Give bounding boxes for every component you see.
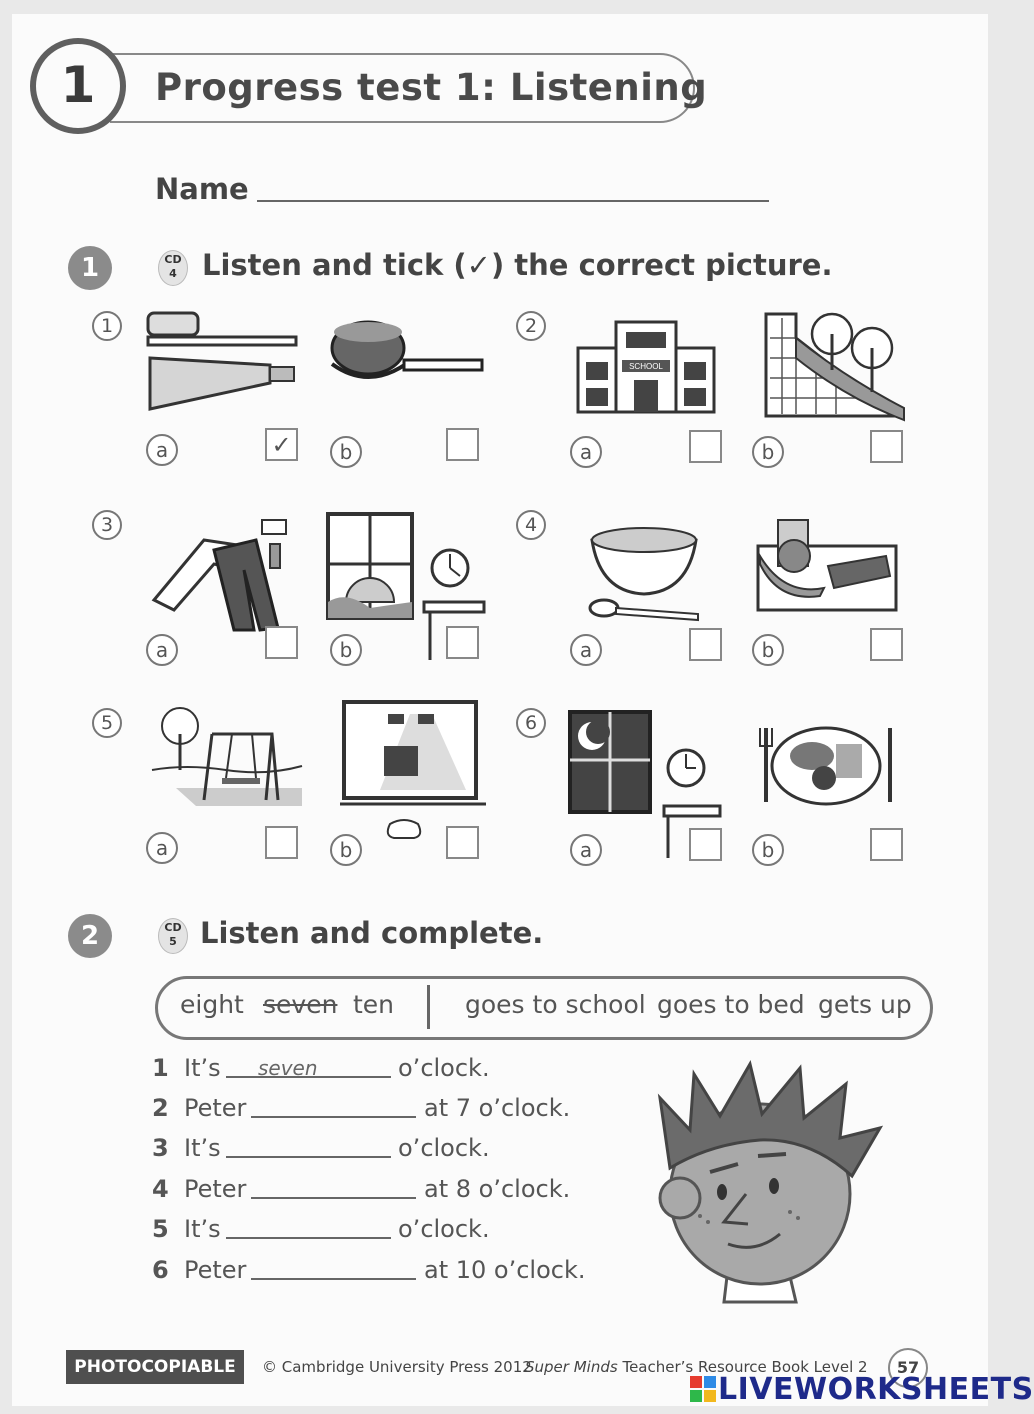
lunchbox-picture [754,516,900,616]
question-number: 4 [516,510,546,540]
sentence-answer[interactable]: seven [258,1056,318,1080]
book-series-name: Super Minds [525,1358,618,1376]
tick-box-2a[interactable] [689,430,722,463]
option-b-label: b [752,834,784,866]
sentence-end: at 10 o’clock. [424,1256,586,1284]
frying-pan-picture [326,318,486,388]
word-bank-item: goes to school [465,990,646,1019]
tick-box-1b[interactable] [446,428,479,461]
answer-blank[interactable] [226,1237,391,1239]
word-bank-item: goes to bed [657,990,805,1019]
video-game-tv-picture [340,700,488,840]
tick-box-4a[interactable] [689,628,722,661]
option-b-label: b [330,634,362,666]
word-bank-item: eight [180,990,244,1019]
question-number: 5 [92,708,122,738]
sentence-number: 5 [152,1215,169,1243]
sentence-end: at 8 o’clock. [424,1175,571,1203]
cd-label: CD [164,253,182,266]
liveworksheets-logo-icon [690,1376,716,1404]
sentence-start: It’s [184,1215,221,1243]
word-bank-item-used: seven [263,990,338,1019]
option-a-label: a [570,436,602,468]
word-bank-item: ten [353,990,395,1019]
answer-blank[interactable] [251,1116,416,1118]
tick-box-5a[interactable] [265,826,298,859]
slide-picture [756,308,906,420]
option-a-label: a [570,634,602,666]
name-label: Name [155,172,249,206]
answer-line [226,1076,391,1078]
section-1-badge: 1 [68,246,112,290]
tick-box-3b[interactable] [446,626,479,659]
cd-track-icon [158,918,188,954]
school-building-picture [576,318,716,414]
option-b-label: b [330,834,362,866]
photocopiable-label: PHOTOCOPIABLE [66,1350,244,1384]
question-number: 6 [516,708,546,738]
option-a-label: a [146,832,178,864]
answer-blank[interactable] [251,1197,416,1199]
sentence-end: o’clock. [398,1134,490,1162]
cereal-bowl-picture [582,518,706,622]
tick-box-3a[interactable] [265,626,298,659]
sentence-end: o’clock. [398,1215,490,1243]
sentence-end: at 7 o’clock. [424,1094,571,1122]
sentence-number: 6 [152,1256,169,1284]
tick-box-5b[interactable] [446,826,479,859]
question-number: 3 [92,510,122,540]
tick-box-6b[interactable] [870,828,903,861]
copyright-text: © Cambridge University Press 2012 [262,1358,532,1376]
cd-number: 4 [169,267,177,280]
question-number: 2 [516,311,546,341]
unit-number: 1 [60,56,96,114]
sentence-start: Peter [184,1175,247,1203]
sentence-end: o’clock. [398,1054,490,1082]
tick-box-6a[interactable] [689,828,722,861]
name-field[interactable] [257,200,769,202]
page-number: 57 [888,1348,928,1388]
option-b-label: b [330,436,362,468]
unit-badge [30,38,126,134]
cd-track-icon [158,250,188,286]
park-swing-picture [146,704,306,808]
question-number: 1 [92,311,122,341]
word-bank-divider [427,985,430,1029]
sentence-number: 2 [152,1094,169,1122]
book-subtitle: Teacher’s Resource Book Level 2 [622,1358,868,1376]
section-2-badge: 2 [68,914,112,958]
sentence-start: It’s [184,1054,221,1082]
tick-box-4b[interactable] [870,628,903,661]
word-bank-item: gets up [818,990,912,1019]
sentence-start: Peter [184,1256,247,1284]
sentence-number: 4 [152,1175,169,1203]
page-title: Progress test 1: Listening [155,66,708,109]
tick-box-1a[interactable]: ✓ [265,428,298,461]
tick-box-2b[interactable] [870,430,903,463]
boy-face-illustration [640,1058,888,1302]
answer-blank[interactable] [226,1156,391,1158]
dinner-plate-picture [756,722,896,808]
option-b-label: b [752,436,784,468]
cd-number: 5 [169,935,177,948]
sentence-number: 1 [152,1054,169,1082]
sentence-start: It’s [184,1134,221,1162]
toothbrush-toothpaste-picture [140,303,300,415]
option-b-label: b [752,634,784,666]
clothes-picture [144,510,300,640]
school-sign: SCHOOL [629,362,663,371]
option-a-label: a [146,634,178,666]
sentence-number: 3 [152,1134,169,1162]
cd-label: CD [164,921,182,934]
section-2-instruction: Listen and complete. [200,916,544,950]
section-1-instruction: Listen and tick (✓) the correct picture. [202,248,833,282]
liveworksheets-watermark[interactable]: LIVEWORKSHEETS [718,1372,1034,1407]
answer-blank[interactable] [251,1278,416,1280]
option-a-label: a [146,434,178,466]
option-a-label: a [570,834,602,866]
sentence-start: Peter [184,1094,247,1122]
